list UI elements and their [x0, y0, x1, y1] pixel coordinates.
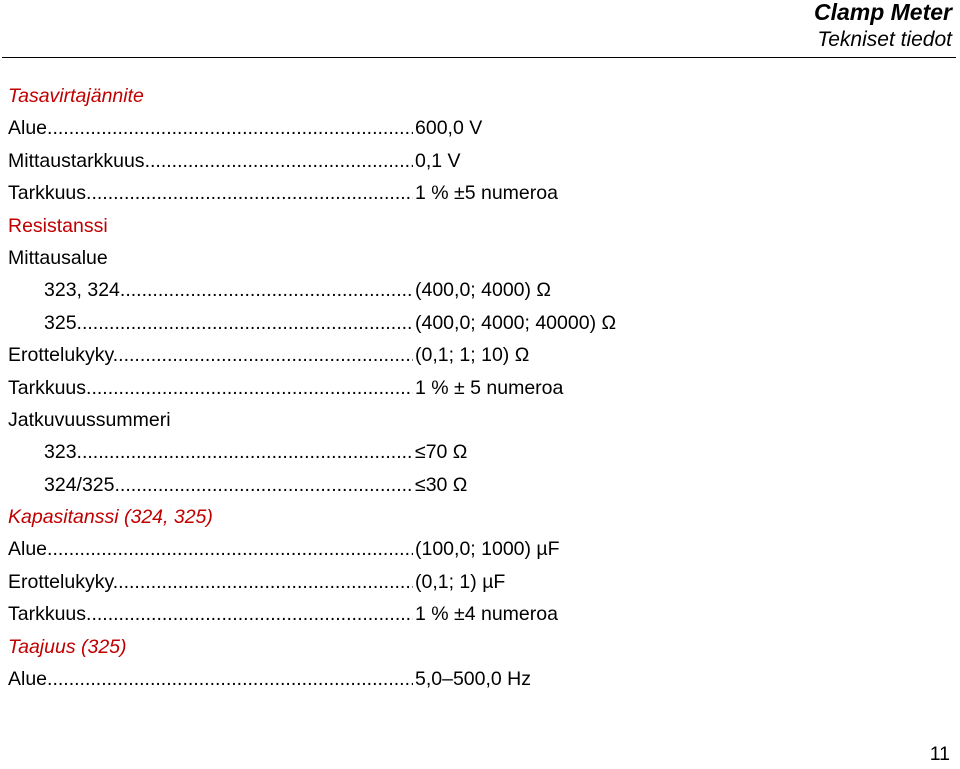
spec-row-continuity-323: [8, 436, 908, 468]
page-header: [814, 0, 952, 55]
spec-row-resistance-range-325: [8, 307, 908, 339]
spec-label-wrap: [44, 469, 413, 501]
spec-label: Alue: [8, 668, 48, 691]
spec-label: Alue: [8, 538, 48, 561]
section-heading-resistance: Resistanssi: [8, 214, 108, 237]
section-heading-dc-voltage: Tasavirtajännite: [8, 85, 144, 107]
spec-label: 324/325: [44, 473, 115, 496]
spec-label-wrap: [8, 533, 413, 565]
spec-label: 323, 324: [44, 279, 120, 302]
spec-row-capacitance-accuracy: [8, 598, 908, 630]
header-divider: [2, 57, 956, 58]
spec-row-dc-range: [8, 112, 908, 144]
spec-row-resistance-accuracy: [8, 372, 908, 404]
spec-value: 1 % ± 5 numeroa: [415, 376, 564, 399]
spec-label: Erottelukyky: [8, 344, 113, 367]
spec-value: ≤30 Ω: [415, 473, 468, 496]
spec-label: Erottelukyky: [8, 570, 113, 593]
document-title: Clamp Meter: [813, 0, 952, 25]
spec-label: Mittaustarkkuus: [8, 149, 145, 172]
spec-value: 600,0 V: [415, 117, 483, 140]
spec-value: 1 % ±5 numeroa: [415, 182, 558, 205]
document-subtitle: Tekniset tiedot: [817, 28, 952, 51]
spec-label-wrap: [8, 145, 413, 177]
spec-label-wrap: [8, 566, 413, 598]
spec-value: 5,0–500,0 Hz: [415, 668, 532, 691]
spec-value: (400,0; 4000) Ω: [415, 279, 551, 302]
subheading-measurement-range: Mittausalue: [8, 246, 108, 269]
spec-row-dc-resolution: [8, 145, 908, 177]
spec-value: ≤70 Ω: [415, 441, 468, 464]
spec-row-frequency-range: [8, 663, 908, 695]
subheading-continuity-buzzer: Jatkuvuussummeri: [8, 408, 171, 431]
spec-label: 323: [44, 441, 77, 464]
spec-label-wrap: [8, 177, 413, 209]
spec-label-wrap: [44, 307, 413, 339]
spec-label-wrap: [8, 339, 413, 371]
spec-label: Tarkkuus: [8, 376, 87, 399]
spec-label: Tarkkuus: [8, 182, 87, 205]
spec-label-wrap: [8, 372, 413, 404]
spec-label-wrap: [8, 663, 413, 695]
spec-label: Tarkkuus: [8, 603, 87, 626]
section-heading-frequency: Taajuus (325): [8, 635, 127, 658]
spec-row-resistance-resolution: [8, 339, 908, 371]
specifications-list: [8, 80, 908, 695]
spec-value: 0,1 V: [415, 149, 461, 172]
spec-row-resistance-range-323-324: [8, 274, 908, 306]
spec-label-wrap: [8, 598, 413, 630]
spec-label-wrap: [8, 112, 413, 144]
spec-label: Alue: [8, 117, 48, 140]
spec-label: 325: [44, 311, 77, 334]
spec-row-capacitance-range: [8, 533, 908, 565]
page-number: 11: [929, 743, 950, 765]
spec-value: (400,0; 4000; 40000) Ω: [415, 311, 617, 334]
spec-label-wrap: [44, 436, 413, 468]
section-heading-capacitance: Kapasitanssi (324, 325): [8, 506, 213, 529]
spec-value: (0,1; 1; 10) Ω: [415, 344, 530, 367]
spec-value: 1 % ±4 numeroa: [415, 603, 558, 626]
spec-row-dc-accuracy: [8, 177, 908, 209]
spec-value: (0,1; 1) µF: [415, 570, 506, 593]
spec-label-wrap: [44, 274, 413, 306]
spec-row-continuity-324-325: [8, 469, 908, 501]
spec-row-capacitance-resolution: [8, 566, 908, 598]
spec-value: (100,0; 1000) µF: [415, 538, 560, 561]
